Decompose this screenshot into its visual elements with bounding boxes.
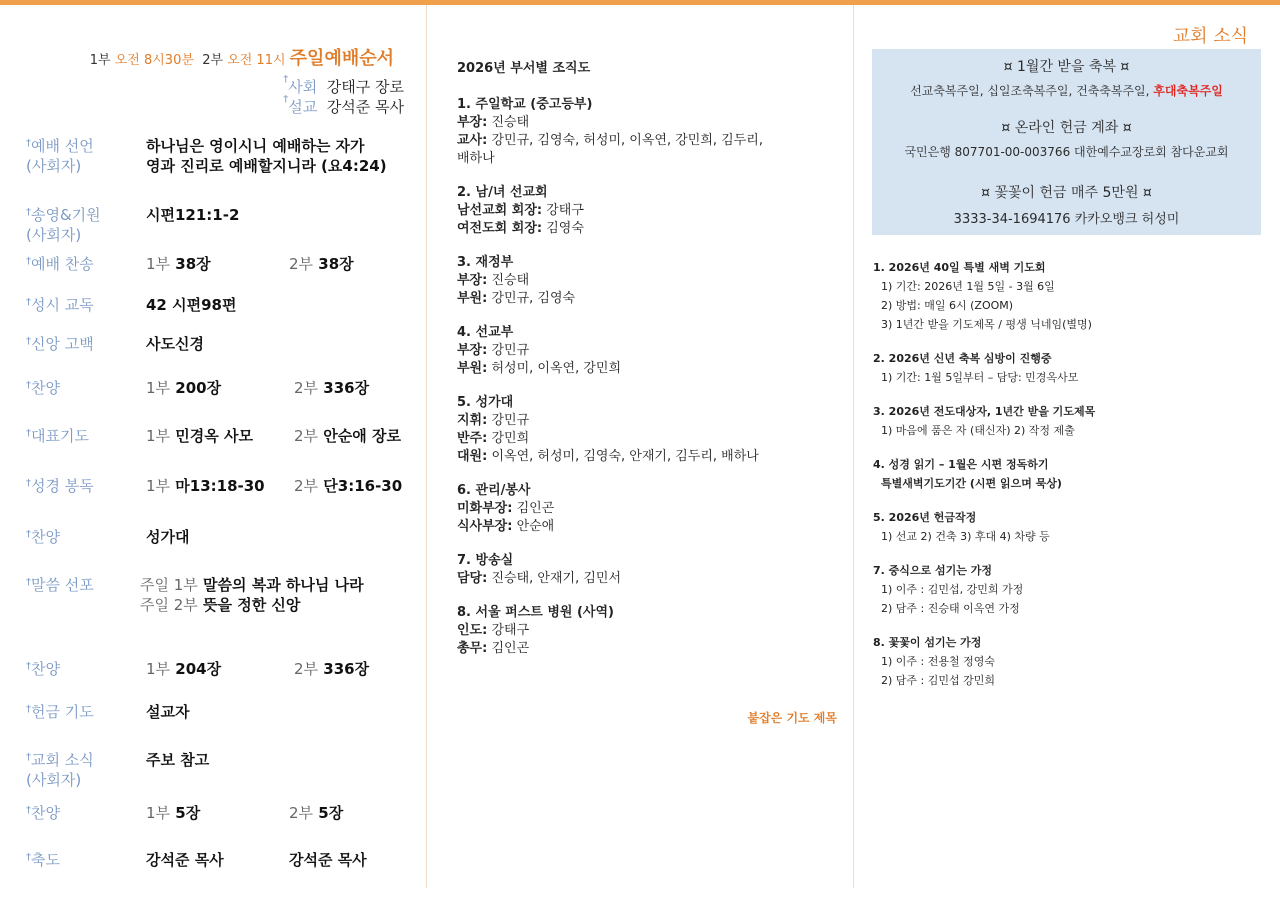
order-label: †신앙 고백 [26, 335, 94, 353]
news-item-line: 1) 선교 2) 건축 3) 후대 4) 차량 등 [881, 530, 1050, 543]
order-label: †찬양 [26, 660, 60, 678]
news-item-title: 3. 2026년 전도대상자, 1년간 받을 기도제목 [873, 405, 1096, 418]
news-item-line: 1) 기간: 2026년 1월 5일 - 3월 6일 [881, 280, 1055, 293]
org-line: 남선교회 회장: 강태구 [457, 203, 584, 218]
news-item-title: 7. 중식으로 섬기는 가정 [873, 564, 992, 577]
preacher-name: 강석준 목사 [326, 98, 404, 116]
announcement-box [872, 49, 1261, 235]
order-value-part2: 2부 안순애 장로 [294, 427, 401, 445]
service-title: 주일예배순서 [289, 48, 394, 69]
part1-time: 오전 8시30분 [114, 53, 194, 68]
news-item [873, 455, 1263, 493]
org-line: 여전도회 회장: 김영숙 [457, 221, 584, 236]
news-item-line: 2) 담주 : 진승태 이옥연 가정 [881, 602, 1020, 615]
news-item-title: 2. 2026년 신년 축복 심방이 진행중 [873, 352, 1052, 365]
order-value-part1: 1부 민경옥 사모 [146, 427, 253, 445]
org-line: 지휘: 강민규 [457, 413, 530, 428]
news-item-title: 4. 성경 읽기 – 1월은 시편 정독하기 [873, 458, 1049, 471]
column-divider [426, 5, 427, 888]
news-item-title: 특별새벽기도기간 (시편 읽으며 묵상) [881, 477, 1062, 490]
order-value-part2: 2부 5장 [289, 804, 344, 822]
order-value-part1: 1부 마13:18-30 [146, 477, 265, 495]
news-list [873, 258, 1263, 705]
org-line: 식사부장: 안순애 [457, 519, 555, 534]
news-item-line: 2) 담주 : 김민섭 강민희 [881, 674, 995, 687]
org-section [457, 552, 837, 588]
order-value-part1: 1부 200장 [146, 379, 222, 397]
news-item [873, 402, 1263, 440]
order-value-part1: 1부 204장 [146, 660, 222, 678]
news-item [873, 258, 1263, 334]
order-value: 하나님은 영이시니 예배하는 자가 영과 진리로 예배할지니라 (요4:24) [146, 137, 387, 175]
org-line: 부장: 진승태 [457, 115, 530, 130]
preacher-line: †설교 강석준 목사 [283, 94, 404, 116]
org-section-title: 1. 주일학교 (중고등부) [457, 97, 593, 112]
presider-line: †사회 강태구 장로 [283, 74, 404, 96]
org-line: 대원: 이옥연, 허성미, 김영숙, 안재기, 김두리, 배하나 [457, 449, 759, 464]
order-value: 사도신경 [146, 335, 204, 353]
news-item-line: 1) 기간: 1월 5일부터 – 담당: 민경옥사모 [881, 371, 1079, 384]
org-section-title: 2. 남/녀 선교회 [457, 185, 548, 200]
order-label: †대표기도 [26, 427, 89, 445]
news-item-title: 1. 2026년 40일 특별 새벽 기도회 [873, 261, 1046, 274]
org-section [457, 324, 837, 378]
order-label: †송영&기원 (사회자) [26, 206, 101, 244]
presider-name: 강태구 장로 [326, 78, 404, 96]
order-value: 성가대 [146, 528, 190, 546]
offering-account-line: 국민은행 807701-00-003766 대한예수교장로회 참다운교회 [904, 145, 1229, 159]
org-line: 부장: 강민규 [457, 343, 530, 358]
org-section-title: 6. 관리/봉사 [457, 483, 531, 498]
flower-offering-heading: ¤ 꽃꽃이 헌금 매주 5만원 ¤ [981, 185, 1152, 201]
worship-order-column [0, 0, 426, 905]
part2-label: 2부 [202, 53, 224, 68]
org-section [457, 482, 837, 536]
order-label: †교회 소식 (사회자) [26, 751, 94, 789]
order-label: †찬양 [26, 528, 60, 546]
order-label: †찬양 [26, 379, 60, 397]
news-title: 교회 소식 [1172, 26, 1248, 47]
order-label: †축도 [26, 851, 60, 869]
org-section [457, 96, 837, 168]
news-item-line: 1) 이주 : 김민섭, 강민희 가정 [881, 583, 1024, 596]
news-item [873, 561, 1263, 618]
order-value: 강석준 목사 [289, 851, 367, 869]
blessing-line: 선교축복주일, 십일조축복주일, 건축축복주일, 후대축복주일 [910, 84, 1223, 98]
org-line: 부원: 허성미, 이옥연, 강민희 [457, 361, 622, 376]
org-line: 부장: 진승태 [457, 273, 530, 288]
org-line: 반주: 강민희 [457, 431, 530, 446]
order-value: 주보 참고 [146, 751, 210, 769]
offering-account-heading: ¤ 온라인 헌금 계좌 ¤ [1001, 120, 1132, 136]
org-line: 부원: 강민규, 김영숙 [457, 291, 576, 306]
order-value: 강석준 목사 [146, 851, 224, 869]
flower-offering-line: 3333-34-1694176 카카오뱅크 허성미 [953, 212, 1180, 227]
org-section [457, 184, 837, 238]
blessing-heading: ¤ 1월간 받을 축복 ¤ [1003, 59, 1130, 75]
news-item-line: 1) 이주 : 전용철 정영숙 [881, 655, 995, 668]
org-section [457, 394, 837, 466]
order-label: †성시 교독 [26, 296, 94, 314]
order-value-part2: 2부 336장 [294, 379, 370, 397]
org-title: 2026년 부서별 조직도 [457, 61, 591, 76]
order-label: †찬양 [26, 804, 60, 822]
column-divider [853, 5, 854, 888]
order-value: 42 시편98편 [146, 296, 237, 314]
news-item [873, 633, 1263, 690]
news-item-line: 3) 1년간 받을 기도제목 / 평생 닉네임(별명) [881, 318, 1092, 331]
order-label: †성경 봉독 [26, 477, 94, 495]
prayer-topics-heading: 붙잡은 기도 제목 [747, 711, 837, 725]
order-value-part2: 2부 336장 [294, 660, 370, 678]
org-line: 배하나 [457, 151, 495, 166]
news-item [873, 508, 1263, 546]
org-section [457, 254, 837, 308]
news-item [873, 349, 1263, 387]
sermon-titles: 주일 1부 말씀의 복과 하나님 나라 주일 2부 뜻을 정한 신앙 [140, 576, 364, 614]
order-label: †말씀 선포 [26, 576, 94, 594]
news-item-line: 2) 방법: 매일 6시 (ZOOM) [881, 299, 1014, 312]
org-section-title: 4. 선교부 [457, 325, 514, 340]
order-value-part2: 2부 38장 [289, 255, 354, 273]
order-label: †예배 찬송 [26, 255, 94, 273]
order-value: 설교자 [146, 703, 190, 721]
order-value-part1: 1부 5장 [146, 804, 201, 822]
org-section-title: 5. 성가대 [457, 395, 514, 410]
org-line: 교사: 강민규, 김영숙, 허성미, 이옥연, 강민희, 김두리, [457, 133, 763, 148]
order-label: †헌금 기도 [26, 703, 94, 721]
part1-label: 1부 [89, 53, 111, 68]
org-section [457, 604, 837, 658]
org-section-title: 7. 방송실 [457, 553, 514, 568]
org-section-title: 3. 재정부 [457, 255, 514, 270]
preacher-label: 설교 [288, 98, 318, 116]
service-header [90, 44, 394, 70]
news-item-title: 5. 2026년 헌금작정 [873, 511, 977, 524]
org-line: 담당: 진승태, 안재기, 김민서 [457, 571, 622, 586]
order-label: †예배 선언 (사회자) [26, 137, 94, 175]
order-value: 시편121:1-2 [146, 206, 240, 224]
order-value-part2: 2부 단3:16-30 [294, 477, 403, 495]
org-line: 인도: 강태구 [457, 623, 530, 638]
org-line: 총무: 김인곤 [457, 641, 530, 656]
news-item-line: 1) 마음에 품은 자 (태신자) 2) 작정 제출 [881, 424, 1075, 437]
organization-column [457, 60, 837, 674]
presider-label: 사회 [288, 78, 318, 96]
part2-time: 오전 11시 [227, 53, 286, 68]
order-value-part1: 1부 38장 [146, 255, 211, 273]
org-line: 미화부장: 김인곤 [457, 501, 555, 516]
news-item-title: 8. 꽃꽃이 섬기는 가정 [873, 636, 982, 649]
org-section-title: 8. 서울 퍼스트 병원 (사역) [457, 605, 614, 620]
